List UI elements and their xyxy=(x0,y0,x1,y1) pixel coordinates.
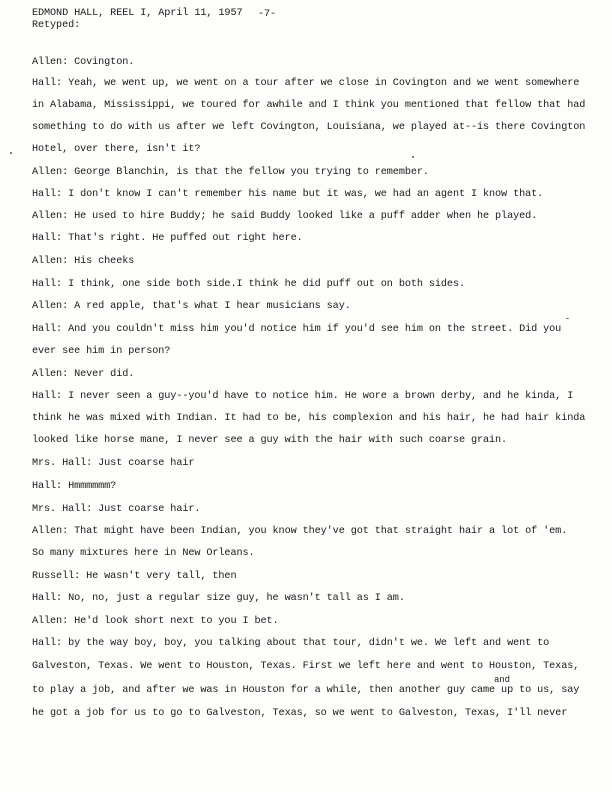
transcript-line: something to do with us after we left Covington, Louisiana, we played at--is there Covington xyxy=(32,122,586,133)
transcript-line: Allen: He used to hire Buddy; he said Buddy looked like a puff adder when he played. xyxy=(32,211,538,222)
transcript-line: Hall: I don't know I can't remember his name but it was, we had an agent I know that. xyxy=(32,189,544,200)
transcript-line: So many mixtures here in New Orleans. xyxy=(32,548,255,559)
transcript-line: Hall: Yeah, we went up, we went on a tour after we close in Covington and we went somewhere xyxy=(32,78,580,89)
transcript-line: Allen: Never did. xyxy=(32,369,135,380)
transcript-line: Allen: Covington. xyxy=(32,57,135,68)
transcript-line: Mrs. Hall: Just coarse hair. xyxy=(32,504,201,515)
transcript-line: Hall: by the way boy, boy, you talking about that tour, didn't we. We left and went to xyxy=(32,638,550,649)
scan-speck xyxy=(10,152,12,154)
page-number: -7- xyxy=(258,9,277,20)
transcript-line: Allen: He'd look short next to you I bet. xyxy=(32,616,279,627)
transcript-line: Galveston, Texas. We went to Houston, Texas. First we left here and went to Houston, Texas, xyxy=(32,661,580,672)
transcript-line: Mrs. Hall: Just coarse hair xyxy=(32,458,195,469)
handwritten-insert: and xyxy=(494,675,510,685)
scan-speck xyxy=(412,156,414,158)
transcript-line: Hotel, over there, isn't it? xyxy=(32,144,201,155)
document-header-title: EDMOND HALL, REEL I, April 11, 1957 xyxy=(32,8,243,19)
transcript-line: think he was mixed with Indian. It had to be, his complexion and his hair, he had hair kinda xyxy=(32,413,586,424)
transcript-line: Hall: I never seen a guy--you'd have to notice him. He wore a brown derby, and he kinda, I xyxy=(32,391,574,402)
transcript-line: Allen: That might have been Indian, you know they've got that straight hair a lot of 'em. xyxy=(32,526,568,537)
scan-speck xyxy=(566,318,569,319)
transcript-line: Hall: I think, one side both side.I think he did puff out on both sides. xyxy=(32,279,465,290)
transcript-line: looked like horse mane, I never see a guy with the hair with such coarse grain. xyxy=(32,435,508,446)
retyped-label: Retyped: xyxy=(32,20,81,31)
transcript-line: Hall: And you couldn't miss him you'd notice him if you'd see him on the street. Did you xyxy=(32,324,562,335)
transcript-line: to play a job, and after we was in Houston for a while, then another guy came up to us, say xyxy=(32,685,580,696)
transcript-line: Allen: George Blanchin, is that the fellow you trying to remember. xyxy=(32,167,429,178)
transcript-line: Russell: He wasn't very tall, then xyxy=(32,571,237,582)
transcript-line: in Alabama, Mississippi, we toured for awhile and I think you mentioned that fellow that had xyxy=(32,100,586,111)
transcript-line: he got a job for us to go to Galveston, Texas, so we went to Galveston, Texas, I'll never xyxy=(32,708,568,719)
transcript-line: Hall: Hmmmmmm? xyxy=(32,481,117,492)
transcript-line: ever see him in person? xyxy=(32,346,171,357)
transcript-line: Hall: No, no, just a regular size guy, he wasn't tall as I am. xyxy=(32,593,405,604)
transcript-line: Hall: That's right. He puffed out right here. xyxy=(32,233,303,244)
transcript-line: Allen: A red apple, that's what I hear musicians say. xyxy=(32,301,351,312)
transcript-line: Allen: His cheeks xyxy=(32,256,135,267)
